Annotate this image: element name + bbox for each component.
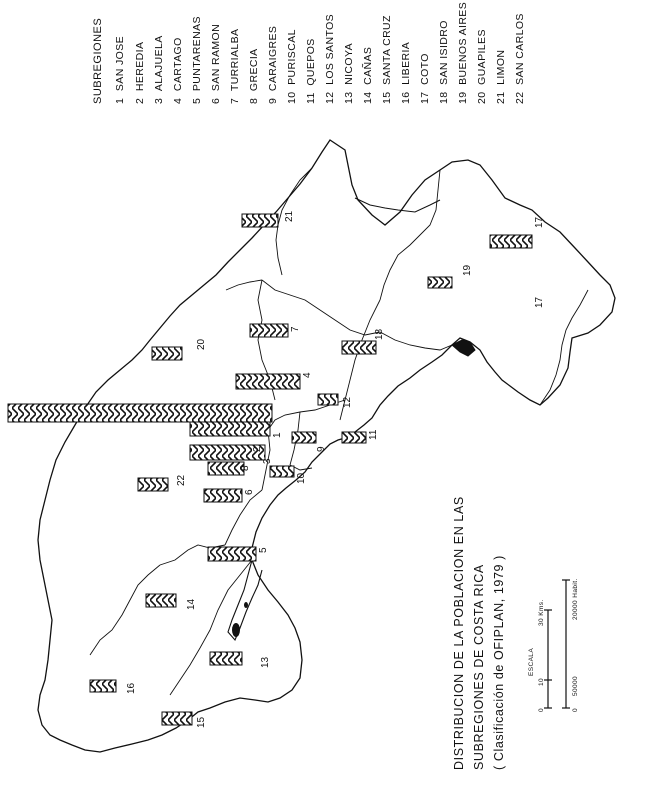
map-label-6: 6: [244, 489, 255, 495]
legend-item: 5 PUNTARENAS: [191, 16, 203, 104]
bar-buenos-aires: [428, 277, 452, 288]
bar-san-isidro: [342, 341, 376, 354]
island-small: [244, 602, 248, 608]
bar-grecia: [208, 462, 244, 475]
legend-item: 13 NICOYA: [343, 42, 355, 104]
legend-item: 1 SAN JOSE: [114, 35, 126, 104]
legend-item: 2 HEREDIA: [134, 41, 146, 104]
map-label-13: 13: [260, 656, 271, 668]
map-label-19: 19: [462, 264, 473, 276]
legend-item: 12 LOS SANTOS: [324, 13, 336, 104]
map-label-7: 7: [290, 326, 301, 332]
legend-item: 8 GRECIA: [248, 48, 260, 104]
map-label-3: 3: [262, 458, 273, 464]
bar-turrialba: [250, 324, 288, 337]
map-label-2: 2: [252, 446, 263, 452]
map-label-12: 12: [342, 396, 353, 408]
map-label-16: 16: [126, 682, 137, 694]
map-label-14: 14: [186, 598, 197, 610]
bar-quepos: [342, 432, 366, 443]
bar-puntarenas: [208, 547, 256, 561]
map-label-8: 8: [240, 465, 251, 471]
legend-item: 4 CARTAGO: [172, 37, 184, 104]
map-label-21: 21: [284, 210, 295, 222]
legend-heading: SUBREGIONES: [92, 17, 104, 104]
title-line-3: ( Clasificación de OFIPLAN, 1979 ): [492, 555, 506, 770]
map-label-17b: 17: [534, 296, 545, 308]
map-label-11: 11: [368, 429, 379, 440]
scale-km-30: 30 Kms.: [538, 599, 545, 626]
legend-item: 21 LIMON: [495, 49, 507, 104]
map-label-22: 22: [176, 474, 187, 486]
legend-item: 20 GUAPILES: [476, 29, 488, 104]
bar-cartago: [236, 374, 300, 389]
scale-label: ESCALA: [528, 647, 535, 676]
map-label-4: 4: [302, 372, 313, 378]
legend-item: 7 TURRIALBA: [229, 28, 241, 104]
map-label-20: 20: [196, 338, 207, 350]
bar-nicoya: [210, 652, 242, 665]
bar-coto: [490, 235, 532, 248]
legend-item: 22 SAN CARLOS: [514, 13, 526, 104]
island-chira: [232, 623, 240, 637]
legend-item: 3 ALAJUELA: [153, 35, 165, 104]
bar-limon: [242, 214, 278, 227]
legend-item: 19 BUENOS AIRES: [457, 1, 469, 104]
map-label-17a: 17: [534, 216, 545, 228]
title-line-1: DISTRIBUCION DE LA POBLACION EN LAS: [452, 496, 466, 770]
scale-graphic: [544, 580, 570, 708]
legend-item: 10 PURISCAL: [286, 29, 298, 104]
title-line-2: SUBREGIONES DE COSTA RICA: [472, 564, 486, 770]
scale-km-10: 10: [538, 677, 545, 686]
bar-caraigres: [292, 432, 316, 443]
legend-item: 6 SAN RAMON: [210, 23, 222, 104]
bar-liberia: [90, 680, 116, 692]
bar-san-carlos: [138, 478, 168, 491]
bar-puriscal: [270, 466, 294, 477]
legend-item: 17 COTO: [419, 53, 431, 104]
map-label-10: 10: [296, 472, 307, 484]
scale-km-0: 0: [538, 707, 545, 712]
bar-santa-cruz: [162, 712, 192, 725]
bar-heredia: [190, 422, 270, 436]
map-label-1: 1: [272, 432, 283, 438]
legend-item: 15 SANTA CRUZ: [381, 15, 393, 104]
bar-canas: [146, 594, 176, 607]
bar-los-santos: [318, 394, 338, 405]
legend-item: 11 QUEPOS: [305, 38, 317, 104]
map-label-5: 5: [258, 547, 269, 553]
legend-item: 16 LIBERIA: [400, 41, 412, 104]
bar-guapiles: [152, 347, 182, 360]
bar-san-jose: [8, 404, 272, 422]
map-label-9: 9: [316, 446, 327, 452]
map-label-18: 18: [374, 328, 385, 340]
scale-pop-20000: 20000 Habit.: [572, 578, 579, 620]
bar-san-ramon: [204, 489, 242, 502]
scale-pop-50000: 50000: [572, 675, 579, 696]
legend-item: 9 CARAIGRES: [267, 25, 279, 104]
map-label-15: 15: [196, 716, 207, 728]
legend-item: 18 SAN ISIDRO: [438, 20, 450, 104]
legend-item: 14 CAÑAS: [362, 46, 374, 104]
scale-pop-0: 0: [572, 707, 579, 712]
